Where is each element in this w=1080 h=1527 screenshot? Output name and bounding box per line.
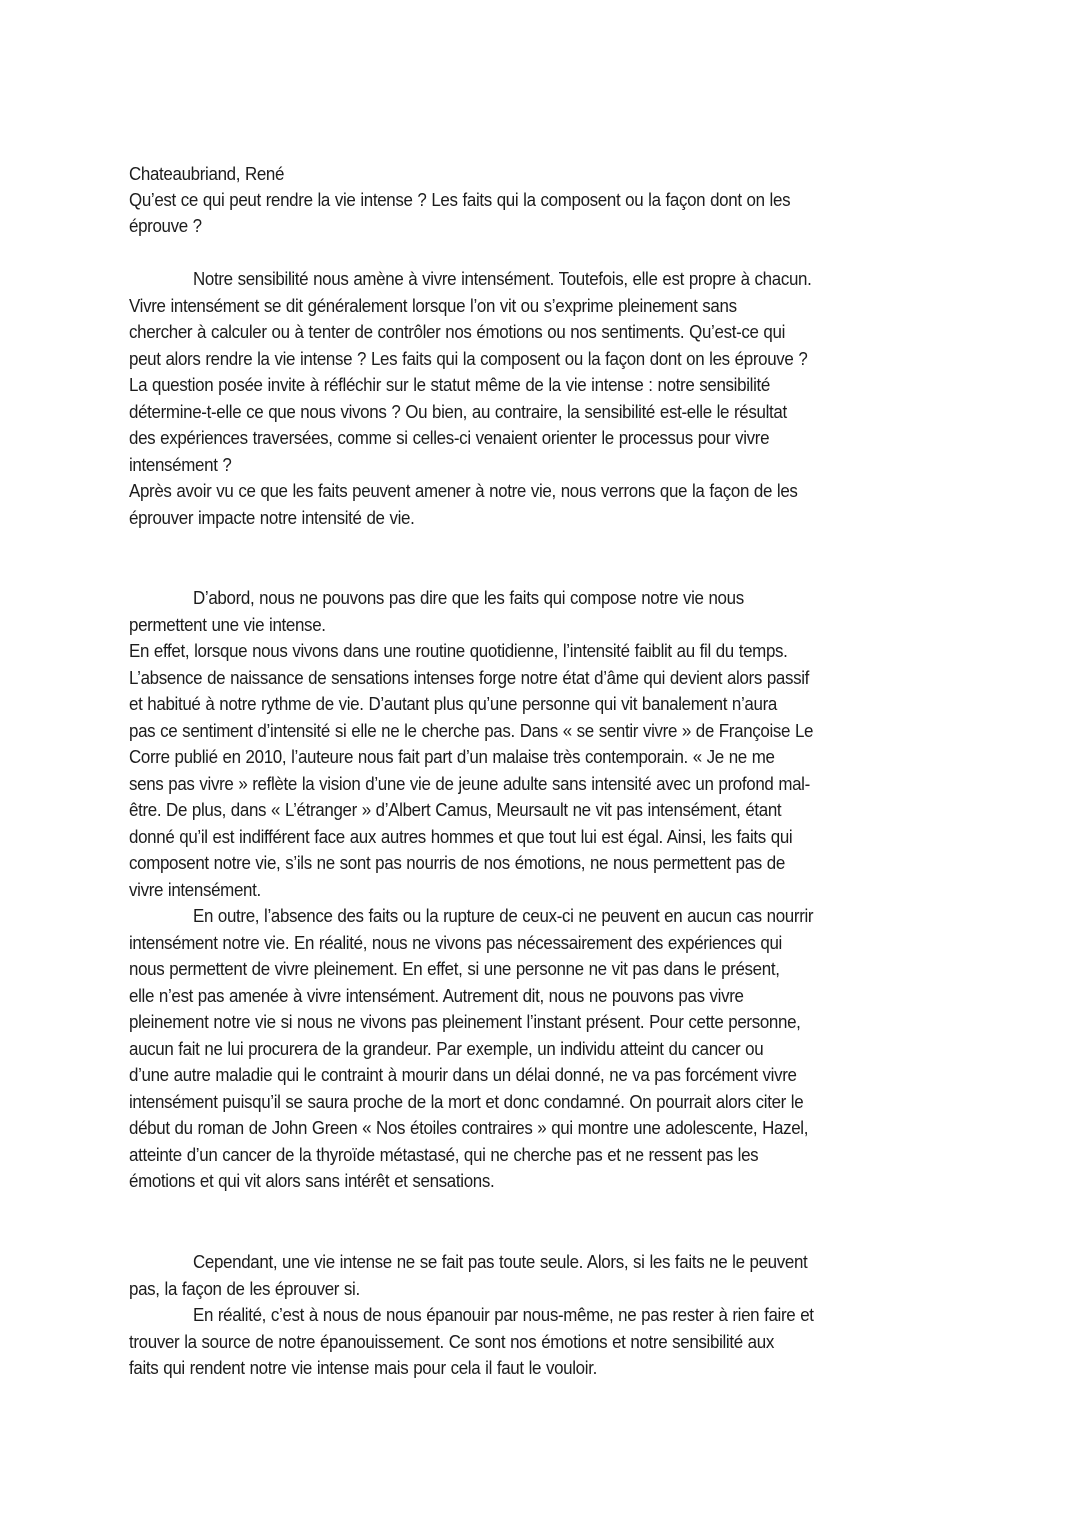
intro-line: détermine-t-elle ce que nous vivons ? Ou bien, au contraire, la sensibilité est-elle le résultat bbox=[129, 402, 787, 422]
part-one-line: nous permettent de vivre pleinement. En effet, si une personne ne vit pas dans le présent, bbox=[129, 959, 780, 979]
part-one-line: pas ce sentiment d’intensité si elle ne le cherche pas. Dans « se sentir vivre » de Françoise Le bbox=[129, 721, 814, 741]
part-one-line: sens pas vivre » reflète la vision d’une vie de jeune adulte sans intensité avec un profond mal- bbox=[129, 774, 810, 794]
intro-line: Après avoir vu ce que les faits peuvent amener à notre vie, nous verrons que la façon de les bbox=[129, 481, 798, 501]
subject-question-line: éprouve ? bbox=[129, 216, 202, 236]
intro-line: des expériences traversées, comme si celles-ci venaient orienter le processus pour vivre bbox=[129, 428, 770, 448]
part-one-line: émotions et qui vit alors sans intérêt et sensations. bbox=[129, 1171, 495, 1191]
part-one-line: permettent une vie intense. bbox=[129, 615, 326, 635]
part-one-line: L’absence de naissance de sensations intenses forge notre état d’âme qui devient alors passif bbox=[129, 668, 810, 688]
part-two-line: En réalité, c’est à nous de nous épanouir par nous-même, ne pas rester à rien faire et bbox=[193, 1305, 814, 1325]
part-one-line: d’une autre maladie qui le contraint à mourir dans un délai donné, ne va pas forcément vivre bbox=[129, 1065, 797, 1085]
part-one-line: Corre publié en 2010, l’auteure nous fait part d’un malaise très contemporain. « Je ne me bbox=[129, 747, 775, 767]
part-one-line: D’abord, nous ne pouvons pas dire que les faits qui compose notre vie nous bbox=[193, 588, 744, 608]
intro-line: intensément ? bbox=[129, 455, 232, 475]
part-one-line: composent notre vie, s’ils ne sont pas nourris de nos émotions, ne nous permettent pas de bbox=[129, 853, 785, 873]
part-two-line: trouver la source de notre épanouissement. Ce sont nos émotions et notre sensibilité aux bbox=[129, 1332, 774, 1352]
part-two-line: Cependant, une vie intense ne se fait pas toute seule. Alors, si les faits ne le peuvent bbox=[193, 1252, 808, 1272]
intro-line: chercher à calculer ou à tenter de contrôler nos émotions ou nos sentiments. Qu’est-ce qui bbox=[129, 322, 786, 342]
part-one-line: vivre intensément. bbox=[129, 880, 261, 900]
part-one-line: En effet, lorsque nous vivons dans une routine quotidienne, l’intensité faiblit au fil du temps. bbox=[129, 641, 788, 661]
part-one-line: intensément puisqu’il se saura proche de la mort et donc condamné. On pourrait alors citer le bbox=[129, 1092, 804, 1112]
intro-line: éprouver impacte notre intensité de vie. bbox=[129, 508, 415, 528]
intro-line: peut alors rendre la vie intense ? Les faits qui la composent ou la façon dont on les éprouve ? bbox=[129, 349, 808, 369]
part-one-line: début du roman de John Green « Nos étoiles contraires » qui montre une adolescente, Hazel, bbox=[129, 1118, 809, 1138]
part-one-line: et habitué à notre rythme de vie. D’autant plus qu’une personne qui vit banalement n’aura bbox=[129, 694, 777, 714]
part-two-line: faits qui rendent notre vie intense mais pour cela il faut le vouloir. bbox=[129, 1358, 597, 1378]
part-one-line: pleinement notre vie si nous ne vivons pas pleinement l’instant présent. Pour cette personne, bbox=[129, 1012, 801, 1032]
author-line: Chateaubriand, René bbox=[129, 164, 285, 184]
intro-line: La question posée invite à réfléchir sur le statut même de la vie intense : notre sensibilité bbox=[129, 375, 770, 395]
part-two-line: pas, la façon de les éprouver si. bbox=[129, 1279, 360, 1299]
part-one-line: donné qu’il est indifférent face aux autres hommes et que tout lui est égal. Ainsi, les faits qui bbox=[129, 827, 793, 847]
part-one-line: intensément notre vie. En réalité, nous ne vivons pas nécessairement des expériences qui bbox=[129, 933, 782, 953]
part-one-line: elle n’est pas amenée à vivre intensément. Autrement dit, nous ne pouvons pas vivre bbox=[129, 986, 744, 1006]
part-one-line: En outre, l’absence des faits ou la rupture de ceux-ci ne peuvent en aucun cas nourrir bbox=[193, 906, 814, 926]
part-one-line: aucun fait ne lui procurera de la grandeur. Par exemple, un individu atteint du cancer ou bbox=[129, 1039, 764, 1059]
intro-line: Vivre intensément se dit généralement lorsque l’on vit ou s’exprime pleinement sans bbox=[129, 296, 737, 316]
subject-question-line: Qu’est ce qui peut rendre la vie intense ? Les faits qui la composent ou la façon dont on les bbox=[129, 190, 791, 210]
part-one-line: être. De plus, dans « L’étranger » d’Albert Camus, Meursault ne vit pas intensément, étant bbox=[129, 800, 782, 820]
part-one-line: atteinte d’un cancer de la thyroïde métastasé, qui ne cherche pas et ne ressent pas les bbox=[129, 1145, 759, 1165]
intro-line: Notre sensibilité nous amène à vivre intensément. Toutefois, elle est propre à chacun. bbox=[193, 269, 812, 289]
